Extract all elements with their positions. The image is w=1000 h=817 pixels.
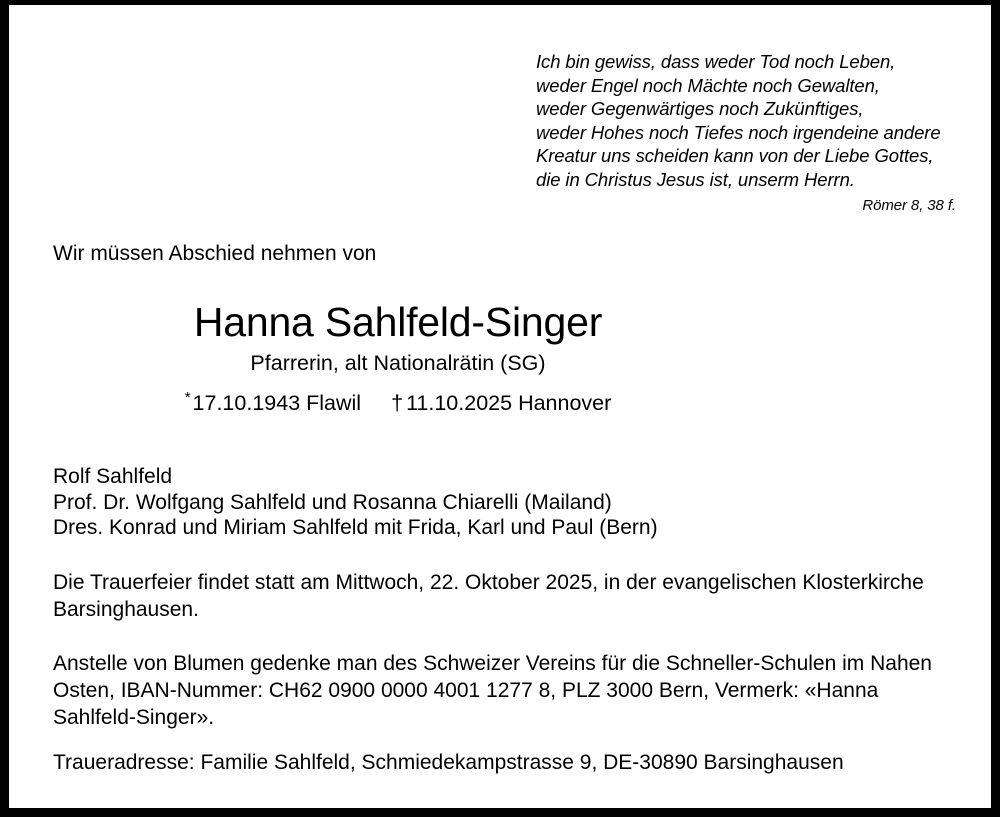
- scripture-quote: [536, 50, 956, 218]
- funeral-service-text: Die Trauerfeier findet statt am Mittwoch, 22. Oktober 2025, in der evangelischen Klosterkirche Barsinghausen.: [53, 571, 924, 621]
- border-right: [991, 0, 1000, 817]
- scripture-source: Römer 8, 38 f.: [862, 197, 956, 214]
- notice-canvas: [9, 5, 991, 808]
- died-date: 11.10.2025: [406, 391, 513, 415]
- scripture-line: die in Christus Jesus ist, unserm Herrn.: [536, 168, 855, 190]
- died-place: Hannover: [518, 391, 612, 415]
- border-left: [0, 0, 9, 817]
- scripture-line: Kreatur uns scheiden kann von der Liebe Gottes,: [536, 145, 934, 166]
- deceased-block: [53, 298, 743, 416]
- scripture-line: weder Gegenwärtiges noch Zukünftiges,: [536, 98, 864, 119]
- survivor-line: Rolf Sahlfeld: [53, 465, 173, 488]
- deceased-name: Hanna Sahlfeld-Singer: [193, 299, 603, 345]
- born-date: 17.10.1943: [192, 391, 301, 415]
- deceased-dates: [53, 385, 743, 416]
- salutation-text: Wir müssen Abschied nehmen von: [53, 242, 377, 265]
- survivors-list: [53, 464, 658, 541]
- survivor-line: Dres. Konrad und Miriam Sahlfeld mit Frida, Karl und Paul (Bern): [53, 516, 658, 539]
- scripture-line: Ich bin gewiss, dass weder Tod noch Leben,: [536, 51, 896, 72]
- scripture-line: weder Hohes noch Tiefes noch irgendeine andere: [536, 121, 941, 143]
- born-place: Flawil: [306, 391, 362, 415]
- scripture-line: weder Engel noch Mächte noch Gewalten,: [536, 74, 880, 96]
- died-symbol: †: [391, 391, 404, 415]
- born-symbol: *: [184, 389, 191, 406]
- border-bottom: [0, 808, 1000, 817]
- mourning-address-text: Traueradresse: Familie Sahlfeld, Schmiedekampstrasse 9, DE-30890 Barsinghausen: [53, 751, 844, 774]
- donation-request-text: Anstelle von Blumen gedenke man des Schweizer Vereins für die Schneller-Schulen im Nahen Osten, IBAN-Nummer: CH62 0900 0000 4001 1277 8, PLZ 3000 Bern, Vermerk: «Hanna Sahlfeld-Singer».: [53, 652, 932, 729]
- deceased-role: Pfarrerin, alt Nationalrätin (SG): [250, 351, 546, 375]
- survivor-line: Prof. Dr. Wolfgang Sahlfeld und Rosanna Chiarelli (Mailand): [53, 490, 612, 514]
